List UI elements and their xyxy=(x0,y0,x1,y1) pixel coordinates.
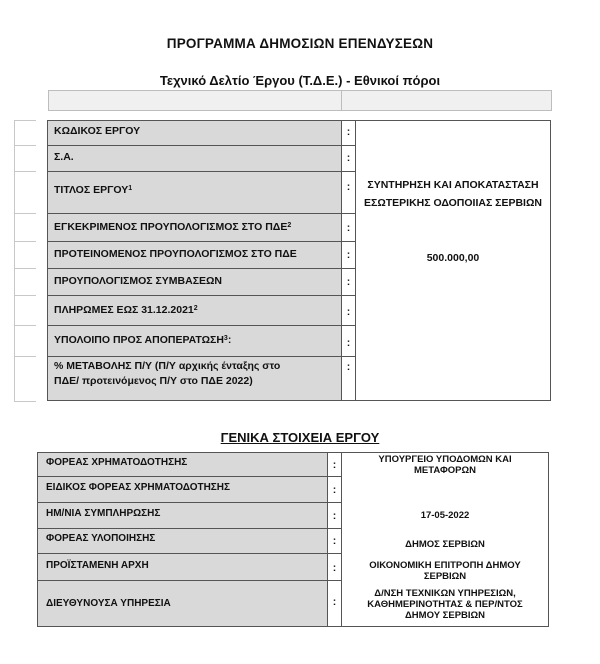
proposed-budget-label: ΠΡΟΤΕΙΝΟΜΕΝΟΣ ΠΡΟΥΠΟΛΟΓΙΣΜΟΣ ΣΤΟ ΠΔΕ xyxy=(54,248,297,260)
row-divider xyxy=(37,502,341,503)
colon: : xyxy=(346,181,351,193)
colon: : xyxy=(346,222,351,234)
contracts-budget-label: ΠΡΟΥΠΟΛΟΓΙΣΜΟΣ ΣΥΜΒΑΣΕΩΝ xyxy=(54,275,223,287)
row-divider xyxy=(47,295,355,296)
colon: : xyxy=(346,361,351,373)
page-title: ΠΡΟΓΡΑΜΜΑ ΔΗΜΟΣΙΩΝ ΕΠΕΝΔΥΣΕΩΝ xyxy=(166,36,434,51)
side-cell xyxy=(14,356,36,402)
row-divider xyxy=(47,356,355,357)
row-divider xyxy=(47,268,355,269)
implementing-body-label: ΦΟΡΕΑΣ ΥΛΟΠΟΙΗΣΗΣ xyxy=(46,533,156,544)
header-strip-cell-right xyxy=(341,90,552,111)
project-title-label: ΤΙΤΛΟΣ ΕΡΓΟΥ$^1$ xyxy=(54,184,133,196)
colon: : xyxy=(332,535,337,547)
implementing-body-value: ΔΗΜΟΣ ΣΕΡΒΙΩΝ xyxy=(405,539,485,550)
side-cell xyxy=(14,213,36,242)
side-cell xyxy=(14,120,36,146)
side-cell xyxy=(14,325,36,357)
row-divider xyxy=(37,528,341,529)
project-title-value: ΣΥΝΤΗΡΗΣΗ ΚΑΙ ΑΠΟΚΑΤΑΣΤΑΣΗ ΕΣΩΤΕΡΙΚΗΣ ΟΔΟΠΟΙΙΑΣ ΣΕΡΒΙΩΝ xyxy=(364,179,542,209)
colon: : xyxy=(332,596,337,608)
colon: : xyxy=(346,337,351,349)
proposed-budget-value: 500.000,00 xyxy=(426,252,480,264)
colon: : xyxy=(332,459,337,471)
funding-body-label: ΦΟΡΕΑΣ ΧΡΗΜΑΤΟΔΟΤΗΣΗΣ xyxy=(46,457,188,468)
row-divider xyxy=(47,241,355,242)
colon: : xyxy=(346,249,351,261)
special-funding-body-label: ΕΙΔΙΚΟΣ ΦΟΡΕΑΣ ΧΡΗΜΑΤΟΔΟΤΗΣΗΣ xyxy=(46,482,231,493)
row-divider xyxy=(47,213,355,214)
row-number-column xyxy=(14,120,36,401)
row-divider xyxy=(37,580,341,581)
side-cell xyxy=(14,171,36,214)
supervising-authority-value: ΟΙΚΟΝΟΜΙΚΗ ΕΠΙΤΡΟΠΗ ΔΗΜΟΥ ΣΕΡΒΙΩΝ xyxy=(369,560,521,582)
approved-budget-label: ΕΓΚΕΚΡΙΜΕΝΟΣ ΠΡΟΥΠΟΛΟΓΙΣΜΟΣ ΣΤΟ ΠΔΕ$^2$ xyxy=(54,221,292,233)
colon: : xyxy=(346,126,351,138)
colon: : xyxy=(346,152,351,164)
row-divider xyxy=(47,171,355,172)
supervising-authority-label: ΠΡΟΪΣΤΑΜΕΝΗ ΑΡΧΗ xyxy=(46,560,149,571)
colon: : xyxy=(346,306,351,318)
row-divider xyxy=(47,325,355,326)
side-cell xyxy=(14,268,36,296)
side-cell xyxy=(14,295,36,326)
project-info-table xyxy=(14,120,551,401)
payments-label: ΠΛΗΡΩΜΕΣ ΕΩΣ 31.12.2021$^2$ xyxy=(54,304,198,316)
budget-change-label: % ΜΕΤΑΒΟΛΗΣ Π/Υ (Π/Υ αρχικής ένταξης στο ΠΔΕ/ προτεινόμενος Π/Υ στο ΠΔΕ 2022) xyxy=(54,360,281,387)
side-cell xyxy=(14,145,36,172)
project-code-label: ΚΩΔΙΚΟΣ ΕΡΓΟΥ xyxy=(54,125,141,137)
colon: : xyxy=(332,562,337,574)
general-section-title: ΓΕΝΙΚΑ ΣΤΟΙΧΕΙΑ ΕΡΓΟΥ xyxy=(220,430,380,445)
completion-date-value: 17-05-2022 xyxy=(420,510,470,521)
funding-body-value: ΥΠΟΥΡΓΕΙΟ ΥΠΟΔΟΜΩΝ ΚΑΙ ΜΕΤΑΦΟΡΩΝ xyxy=(378,454,512,476)
colon: : xyxy=(346,276,351,288)
row-divider xyxy=(37,553,341,554)
managing-service-value: Δ/ΝΣΗ ΤΕΧΝΙΚΩΝ ΥΠΗΡΕΣΙΩΝ, ΚΑΘΗΜΕΡΙΝΟΤΗΤΑΣ & ΠΕΡ/ΝΤΟΣ ΔΗΜΟΥ ΣΕΡΒΙΩΝ xyxy=(367,588,523,621)
sa-label: Σ.Α. xyxy=(54,151,74,163)
completion-date-label: ΗΜ/ΝΙΑ ΣΥΜΠΛΗΡΩΣΗΣ xyxy=(46,508,161,519)
row-divider xyxy=(47,145,355,146)
colon: : xyxy=(332,510,337,522)
remaining-label: ΥΠΟΛΟΙΠΟ ΠΡΟΣ ΑΠΟΠΕΡΑΤΩΣΗ$^3$: xyxy=(54,334,232,346)
side-cell xyxy=(14,241,36,269)
header-strip-cell-left xyxy=(48,90,342,111)
managing-service-label: ΔΙΕΥΘΥΝΟΥΣΑ ΥΠΗΡΕΣΙΑ xyxy=(46,598,171,609)
row-divider xyxy=(37,476,341,477)
document-subtitle: Τεχνικό Δελτίο Έργου (Τ.Δ.Ε.) - Εθνικοί πόροι xyxy=(159,73,441,88)
colon: : xyxy=(332,484,337,496)
